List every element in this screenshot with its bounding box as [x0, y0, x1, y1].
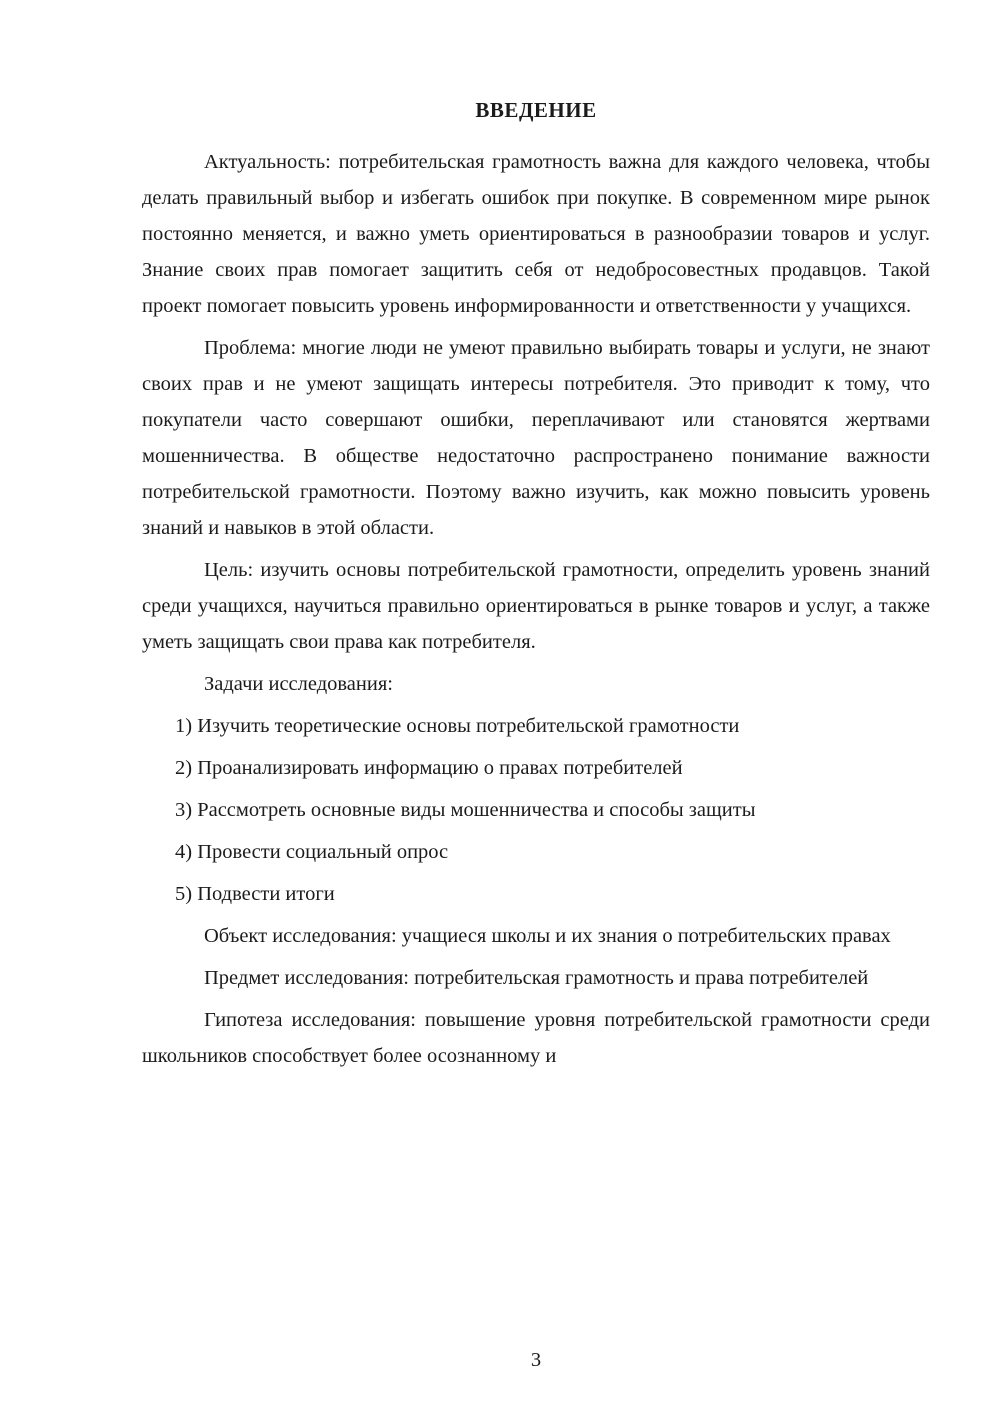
- task-item-5: 5) Подвести итоги: [175, 883, 335, 905]
- paragraph-relevance: Актуальность: потребительская грамотность важна для каждого человека, чтобы делать правильный выбор и избегать ошибок при покупке. В современном мире рынок постоянно меняется, и важно уметь ориентироваться в разнообразии товаров и услуг. Знание своих прав помогает защитить себя от недобросовестных продавцов. Такой проект помогает повысить уровень информированности и ответственности у учащихся.: [142, 151, 930, 317]
- paragraph-goal: Цель: изучить основы потребительской грамотности, определить уровень знаний среди учащихся, научиться правильно ориентироваться в рынке товаров и услуг, а также уметь защищать свои права как потребителя.: [142, 559, 930, 653]
- task-item-2: 2) Проанализировать информацию о правах потребителей: [175, 757, 683, 779]
- paragraph-object: Объект исследования: учащиеся школы и их знания о потребительских правах: [204, 925, 891, 947]
- task-item-3: 3) Рассмотреть основные виды мошенничества и способы защиты: [175, 799, 756, 821]
- paragraph-hypothesis: Гипотеза исследования: повышение уровня потребительской грамотности среди школьников способствует более осознанному и: [142, 1009, 930, 1067]
- tasks-heading: Задачи исследования:: [204, 673, 393, 695]
- page-number: 3: [530, 1349, 542, 1371]
- paragraph-subject: Предмет исследования: потребительская грамотность и права потребителей: [204, 967, 869, 989]
- paragraph-problem: Проблема: многие люди не умеют правильно выбирать товары и услуги, не знают своих прав и не умеют защищать интересы потребителя. Это приводит к тому, что покупатели часто совершают ошибки, переплачивают или становятся жертвами мошенничества. В обществе недостаточно распространено понимание важности потребительской грамотности. Поэтому важно изучить, как можно повысить уровень знаний и навыков в этой области.: [142, 337, 930, 539]
- task-item-4: 4) Провести социальный опрос: [175, 841, 449, 863]
- task-item-1: 1) Изучить теоретические основы потребительской грамотности: [175, 715, 740, 737]
- page-title: ВВЕДЕНИЕ: [475, 98, 597, 122]
